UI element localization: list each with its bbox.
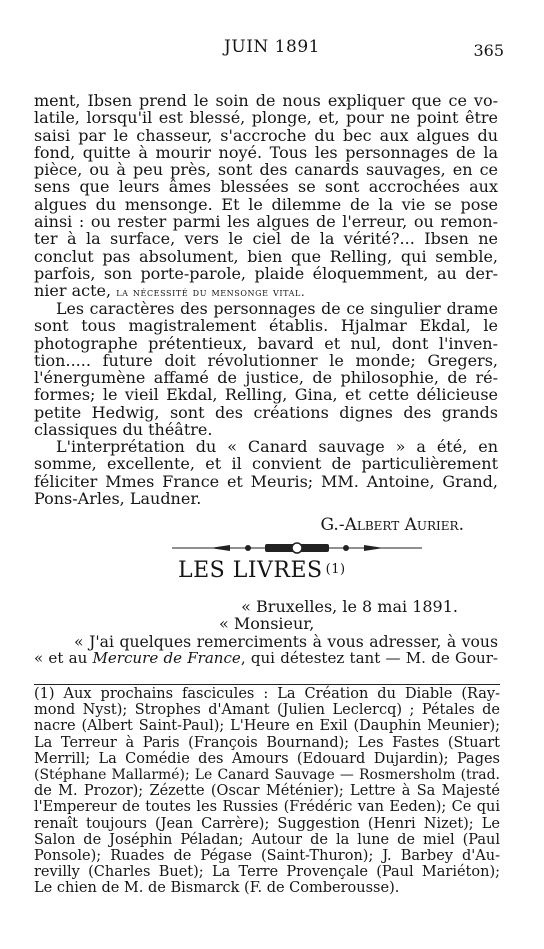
footnote-line: revilly (Charles Buet); La Terre Provençale (Paul Mariéton); [34, 864, 500, 881]
footnote-marker: (1) [325, 562, 346, 577]
signature-text: G.-Albert Aurier. [320, 515, 464, 535]
paragraph-characters [34, 300, 498, 438]
text-line: somme, excellente, et il convient de particulièrement [34, 454, 498, 474]
author-signature [320, 515, 464, 535]
footnote-line: Ponsole); Ruades de Pégase (Saint-Thuron); J. Barbey d'Au- [34, 847, 500, 864]
footnote-line: Salon de Joséphin Péladan; Autour de la lune de miel (Paul [34, 831, 500, 848]
text-line: « J'ai quelques remerciments à vous adresser, à vous [74, 631, 498, 651]
footnote-line: (1) Aux prochains fascicules : La Création du Diable (Ray- [34, 686, 500, 702]
text-line: ment, Ibsen prend le soin de nous expliquer que ce vo- [34, 91, 498, 110]
text-line: tion..... future doit révolutionner le monde; Gregers, [34, 350, 498, 370]
text-line: latile, lorsqu'il est blessé, plonge, et, pour ne point être [34, 108, 498, 128]
text-line: pièce, ou à peu près, sont des canards sauvages, en ce [34, 160, 498, 180]
text-line [34, 650, 498, 667]
footnote-line: (Stéphane Mallarmé); Le Canard Sauvage — Rosmersholm (trad. [34, 766, 500, 783]
letter-place-date: « Bruxelles, le 8 mai 1891. [241, 597, 458, 616]
footnote-line: renaît toujours (Jean Carrère); Suggestion (Henri Nizet); Le [34, 815, 500, 832]
text-line: parfois, son porte-parole, plaide éloquemment, au der- [34, 263, 498, 283]
text-line: photographe prétentieux, bavard et nul, dont l'inven- [34, 333, 498, 353]
footnote-line: de M. Prozor); Zézette (Oscar Méténier); Lettre à Sa Majesté [34, 783, 500, 800]
text-line: l'énergumène affamé de justice, de philosophie, de ré- [34, 368, 498, 388]
journal-title: Mercure de France [92, 648, 241, 667]
text-line: fond, quitte à mourir noyé. Tous les personnages de la [34, 142, 498, 162]
footnote-line: mond Nyst); Strophes d'Amant (Julien Leclercq) ; Pétales de [34, 702, 500, 719]
text-line: Les caractères des personnages de ce singulier drame [56, 299, 498, 318]
text-line: algues du mensonge. Et le dilemme de la vie se pose [34, 194, 498, 214]
text-line: formes; le vieil Ekdal, Relling, Gina, et cette délicieuse [34, 385, 498, 405]
running-title: JUIN 1891 [224, 37, 320, 57]
footnote-line: l'Empereur de toutes les Russies (Frédéric van Eeden); Ce qui [34, 799, 500, 816]
section-heading [178, 558, 346, 583]
text-line: sens que leurs âmes blessées se sont accrochées aux [34, 177, 498, 197]
text-fragment: nier acte, [34, 281, 112, 301]
text-fragment: , qui détestez tant — M. de Gour- [240, 648, 498, 667]
paragraph-ibsen-dilemma [34, 92, 498, 300]
letter-excerpt [34, 598, 498, 667]
letter-salutation: « Monsieur, [219, 614, 315, 634]
text-line: ainsi : ou rester parmi les algues de l'erreur, ou remon- [34, 212, 498, 232]
text-line: féliciter Mmes France et Meuris; MM. Antoine, Grand, [34, 471, 498, 491]
text-line: conclut pas absolument, bien que Relling, qui semble, [34, 246, 498, 266]
footnote-rule [34, 684, 500, 685]
text-line: saisi par le chasseur, s'accroche du bec aux algues du [34, 125, 498, 145]
text-line: Pons-Arles, Laudner. [34, 488, 202, 508]
paragraph-interpretation [34, 438, 498, 507]
footnote-line: La Terreur à Paris (François Bournand); Les Fastes (Stuart [34, 734, 500, 751]
text-line: L'interprétation du « Canard sauvage » a été, en [56, 437, 498, 456]
text-line: classiques du théâtre. [34, 420, 213, 440]
footnote-line: nacre (Albert Saint-Paul); L'Heure en Exil (Dauphin Meunier); [34, 718, 500, 735]
text-line: sont tous magistralement établis. Hjalmar Ekdal, le [34, 316, 498, 336]
footnote [34, 686, 500, 896]
small-caps-phrase: la nécessité du mensonge vital. [116, 285, 306, 300]
ornament-divider [170, 541, 424, 555]
text-line: ter à la surface, vers le ciel de la vérité?... Ibsen ne [34, 229, 498, 249]
footnote-line: Le chien de M. de Bismarck (F. de Comberousse). [34, 880, 400, 897]
text-fragment: « et au [34, 648, 93, 667]
running-header [0, 35, 544, 61]
page-number: 365 [473, 41, 504, 60]
text-line [34, 282, 498, 299]
section-title: LES LIVRES [178, 558, 323, 583]
text-line: petite Hedwig, sont des créations dignes des grands [34, 402, 498, 422]
footnote-line: Merrill; La Comédie des Amours (Edouard Dujardin); Pages [34, 750, 500, 767]
